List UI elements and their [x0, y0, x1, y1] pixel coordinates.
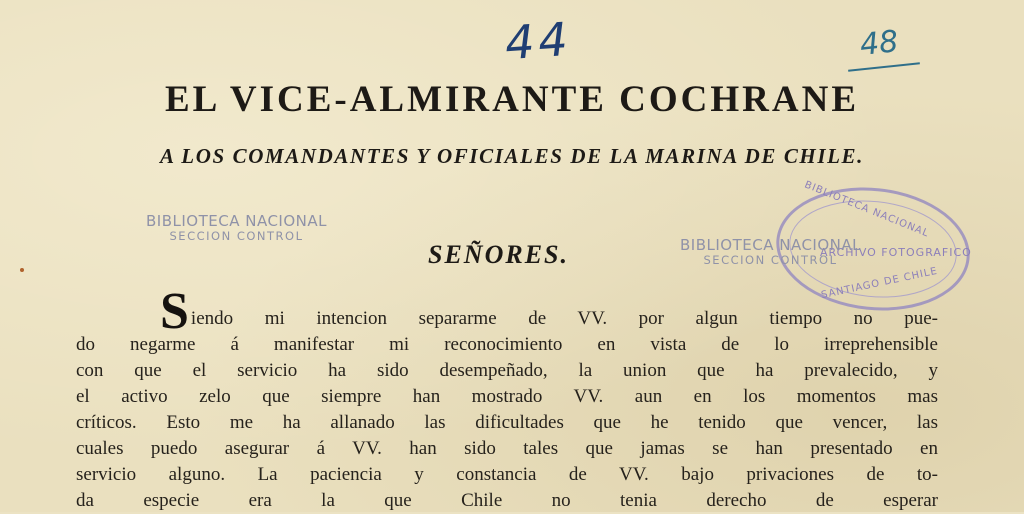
handwritten-folio-number: 44 — [503, 11, 574, 71]
handwritten-page-number: 48 — [858, 24, 900, 63]
library-stamp-left — [146, 212, 327, 244]
salutation: SEÑORES. — [428, 240, 569, 269]
body-line: da especie era la que Chile no tenia derecho de esperar — [76, 490, 938, 511]
oval-stamp-bottom-text: SANTIAGO DE CHILE — [820, 265, 939, 302]
library-stamp-right — [680, 236, 861, 268]
drop-capital: S — [160, 283, 189, 340]
body-line: con que el servicio ha sido desempeñado, la union que ha prevalecido, y — [76, 360, 938, 381]
stamp-line-1: BIBLIOTECA NACIONAL — [146, 212, 327, 230]
handwritten-underline — [848, 62, 920, 72]
body-line: do negarme á manifestar mi reconocimiento en vista de lo irreprehensible — [76, 334, 938, 355]
body-line: cuales puedo asegurar á VV. han sido tales que jamas se han presentado en — [76, 438, 938, 459]
document-title: EL VICE-ALMIRANTE COCHRANE — [164, 79, 860, 120]
ink-speck — [20, 268, 24, 272]
body-line: críticos. Esto me ha allanado las dificultades que he tenido que vencer, las — [76, 412, 938, 433]
stamp-line-2: SECCION CONTROL — [703, 253, 838, 267]
oval-stamp-middle-text: ARCHIVO FOTOGRAFICO — [820, 246, 972, 259]
document-subtitle: A LOS COMANDANTES Y OFICIALES DE LA MARINA DE CHILE. — [159, 144, 865, 168]
body-line: el activo zelo que siempre han mostrado VV. aun en los momentos mas — [76, 386, 938, 407]
stamp-line-1: BIBLIOTECA NACIONAL — [680, 236, 861, 254]
body-line-text: iendo mi intencion separarme de VV. por algun tiempo no pue- — [190, 308, 938, 329]
body-line: servicio alguno. La paciencia y constancia de VV. bajo privaciones de to- — [76, 464, 938, 485]
stamp-line-2: SECCION CONTROL — [169, 229, 304, 243]
oval-stamp-top-text: BIBLIOTECA NACIONAL — [802, 179, 931, 240]
